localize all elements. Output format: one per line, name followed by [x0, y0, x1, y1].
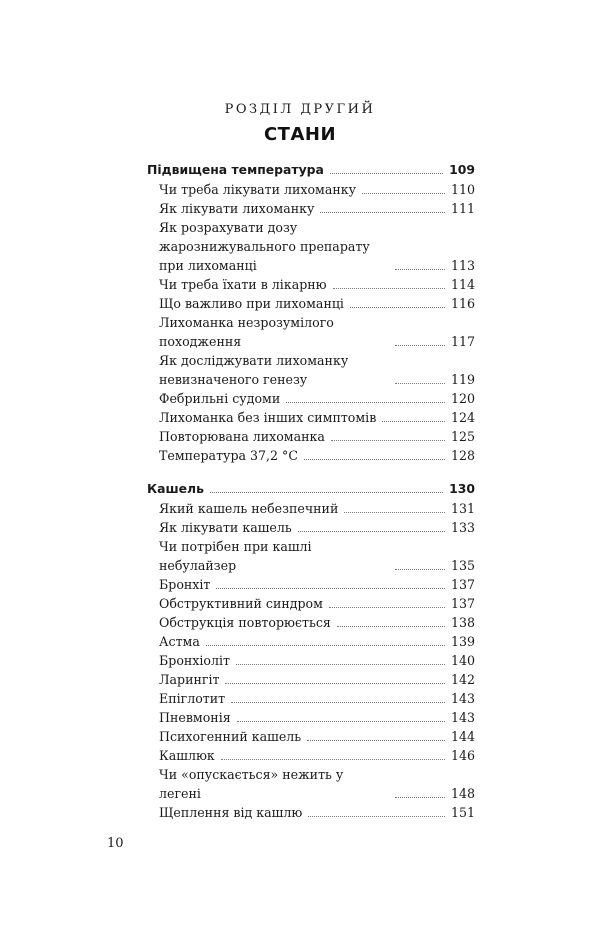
leader-dots	[216, 588, 445, 589]
leader-dots	[395, 569, 445, 570]
toc-entry-title: Астма	[159, 634, 200, 649]
toc-section-fever	[147, 160, 475, 465]
leader-dots	[236, 664, 445, 665]
toc-entry[interactable]	[147, 651, 475, 670]
toc-entry-title: Щеплення від кашлю	[159, 805, 303, 820]
toc-page-number: 144	[450, 729, 475, 744]
toc-entry[interactable]	[147, 499, 475, 518]
toc-entry-title: Чи треба лікувати лихоманку	[159, 182, 357, 197]
toc-entry[interactable]	[147, 408, 475, 427]
toc-page-number: 110	[450, 182, 475, 197]
toc-page-number: 124	[450, 410, 475, 425]
toc-entry[interactable]	[147, 632, 475, 651]
toc-entry[interactable]	[147, 294, 475, 313]
leader-dots	[286, 402, 445, 403]
toc-entry-title: Чи треба їхати в лікарню	[159, 277, 327, 292]
toc-entry[interactable]	[147, 708, 475, 727]
toc-entry-title: Психогенний кашель	[159, 729, 302, 744]
toc-entry[interactable]	[147, 389, 475, 408]
toc-page-number: 117	[450, 334, 475, 349]
toc-page-number: 125	[450, 429, 475, 444]
leader-dots	[308, 816, 445, 817]
toc-entry-title: Повторювана лихоманка	[159, 429, 325, 444]
leader-dots	[395, 345, 445, 346]
toc-entry-title: Лихоманка без інших симптомів	[159, 410, 377, 425]
chapter-title: СТАНИ	[263, 124, 337, 145]
leader-dots	[298, 531, 445, 532]
toc-page-number: 119	[450, 372, 475, 387]
leader-dots	[231, 702, 445, 703]
toc-page-number: 116	[450, 296, 475, 311]
toc-heading[interactable]	[147, 160, 475, 179]
toc-page-number: 137	[450, 596, 475, 611]
toc-page-number: 133	[450, 520, 475, 535]
toc-page-number: 143	[450, 710, 475, 725]
leader-dots	[344, 512, 445, 513]
toc-page-number: 143	[450, 691, 475, 706]
leader-dots	[331, 440, 445, 441]
toc-heading[interactable]	[147, 479, 475, 498]
toc-entry[interactable]	[147, 746, 475, 765]
table-of-contents	[147, 160, 475, 836]
toc-entry[interactable]	[147, 275, 475, 294]
toc-entry[interactable]	[147, 613, 475, 632]
toc-entry[interactable]	[147, 518, 475, 537]
leader-dots	[221, 759, 445, 760]
toc-page-number: 131	[450, 501, 475, 516]
toc-entry-title: Бронхіт	[159, 577, 211, 592]
toc-entry-title: Як досліджувати лихоманку невизначеного генезу	[159, 353, 349, 387]
toc-entry-title: Чи потрібен при кашлі небулайзер	[159, 539, 312, 573]
leader-dots	[307, 740, 445, 741]
toc-entry[interactable]	[147, 727, 475, 746]
leader-dots	[395, 269, 445, 270]
toc-entry[interactable]	[147, 446, 475, 465]
toc-page-number: 137	[450, 577, 475, 592]
toc-heading-title: Кашель	[147, 481, 204, 496]
toc-entry[interactable]	[147, 537, 475, 575]
toc-entry[interactable]	[147, 199, 475, 218]
toc-page-number: 142	[450, 672, 475, 687]
toc-page-number: 128	[450, 448, 475, 463]
leader-dots	[320, 212, 445, 213]
toc-entry-title: Кашлюк	[159, 748, 215, 763]
toc-entry[interactable]	[147, 803, 475, 822]
toc-page-number: 138	[450, 615, 475, 630]
toc-page-number: 114	[450, 277, 475, 292]
leader-dots	[225, 683, 444, 684]
toc-page-number: 120	[450, 391, 475, 406]
leader-dots	[362, 193, 445, 194]
toc-entry-title: Як розрахувати дозу жарознижувального препарату при лихоманці	[159, 220, 370, 273]
chapter-label: РОЗДІЛ ДРУГИЙ	[224, 102, 376, 117]
toc-entry-title: Обструктивний синдром	[159, 596, 323, 611]
toc-page-number: 146	[450, 748, 475, 763]
toc-entry[interactable]	[147, 670, 475, 689]
leader-dots	[350, 307, 445, 308]
toc-entry-title: Чи «опускається» нежить у легені	[159, 767, 344, 801]
toc-page-number: 151	[450, 805, 475, 820]
toc-entry[interactable]	[147, 218, 475, 275]
toc-section-cough	[147, 479, 475, 822]
toc-entry[interactable]	[147, 180, 475, 199]
toc-entry-title: Фебрильні судоми	[159, 391, 281, 406]
leader-dots	[395, 383, 445, 384]
toc-entry[interactable]	[147, 351, 475, 389]
toc-entry[interactable]	[147, 575, 475, 594]
toc-heading-title: Підвищена температура	[147, 162, 324, 177]
leader-dots	[382, 421, 445, 422]
toc-entry[interactable]	[147, 765, 475, 803]
toc-entry-title: Лихоманка незрозумілого походження	[159, 315, 334, 349]
page-number: 10	[107, 836, 124, 851]
toc-entry-title: Що важливо при лихоманці	[159, 296, 344, 311]
toc-page-number: 140	[450, 653, 475, 668]
toc-entry-title: Епіглотит	[159, 691, 226, 706]
toc-entry[interactable]	[147, 594, 475, 613]
toc-entry-title: Який кашель небезпечний	[159, 501, 339, 516]
leader-dots	[304, 459, 445, 460]
toc-page-number: 148	[450, 786, 475, 801]
leader-dots	[395, 797, 445, 798]
toc-entry[interactable]	[147, 313, 475, 351]
leader-dots	[210, 492, 443, 493]
leader-dots	[333, 288, 445, 289]
toc-entry-title: Обструкція повторюється	[159, 615, 331, 630]
leader-dots	[337, 626, 445, 627]
toc-entry[interactable]	[147, 689, 475, 708]
toc-page-number: 139	[450, 634, 475, 649]
toc-page-number: 135	[450, 558, 475, 573]
toc-entry-title: Температура 37,2 °С	[159, 448, 298, 463]
leader-dots	[206, 645, 445, 646]
toc-entry-title: Як лікувати лихоманку	[159, 201, 315, 216]
toc-page-number: 109	[449, 162, 475, 177]
toc-entry-title: Ларингіт	[159, 672, 220, 687]
leader-dots	[329, 607, 445, 608]
toc-page-number: 130	[449, 481, 475, 496]
leader-dots	[330, 173, 443, 174]
toc-entry-title: Як лікувати кашель	[159, 520, 292, 535]
toc-entry-title: Бронхіоліт	[159, 653, 230, 668]
leader-dots	[237, 721, 445, 722]
toc-page-number: 113	[450, 258, 475, 273]
toc-entry-title: Пневмонія	[159, 710, 231, 725]
toc-page-number: 111	[450, 201, 475, 216]
toc-entry[interactable]	[147, 427, 475, 446]
